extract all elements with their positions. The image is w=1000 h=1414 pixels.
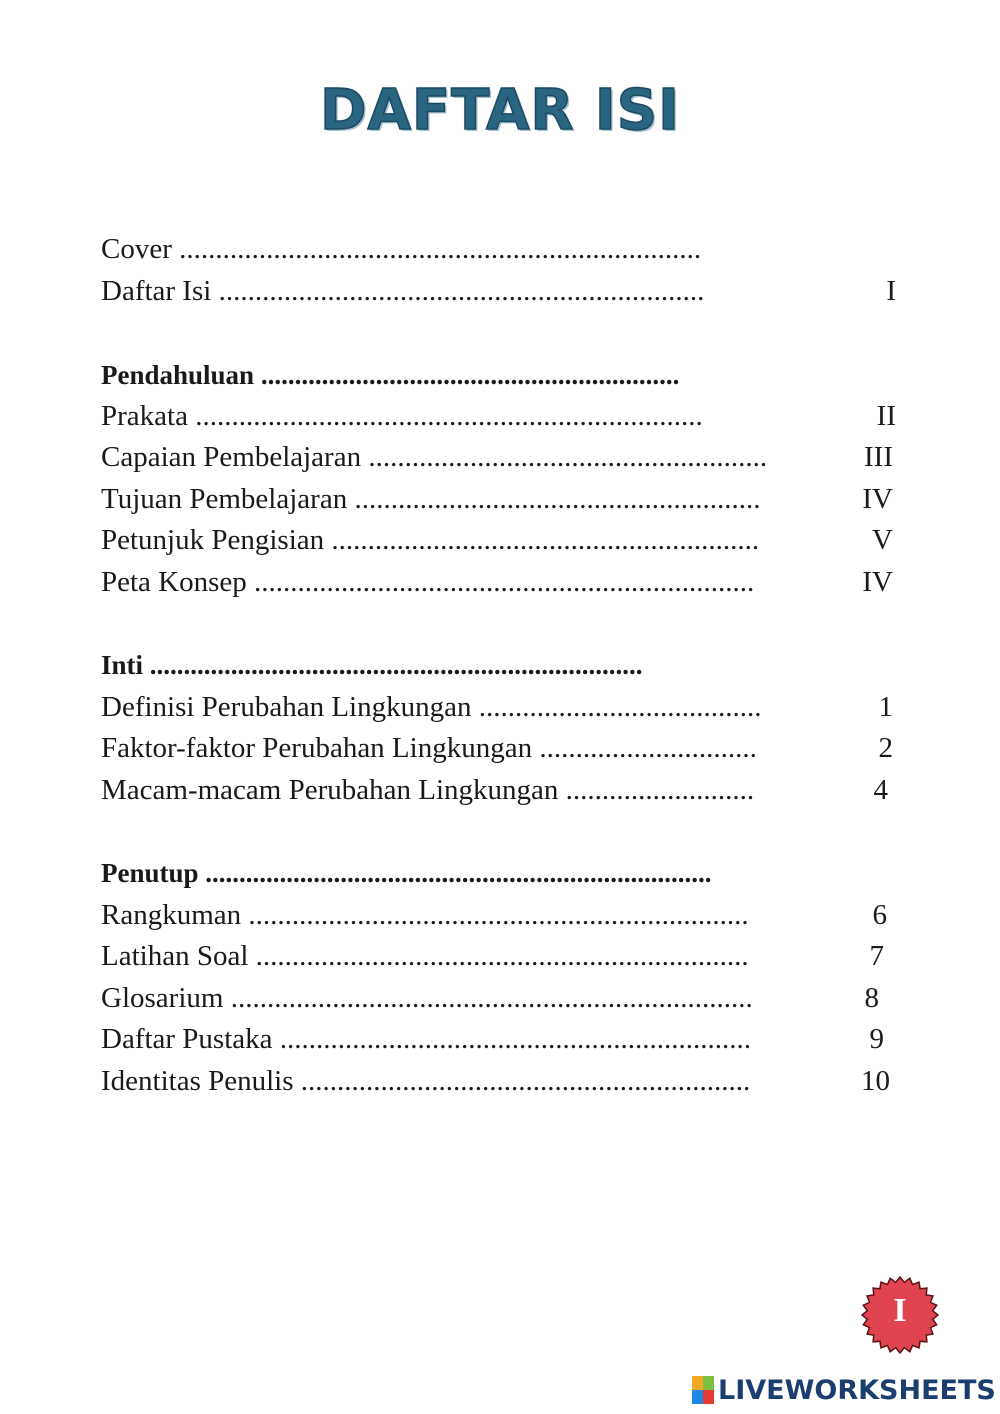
liveworksheets-logo-icon <box>692 1376 714 1404</box>
toc-entry-label: Peta Konsep <box>101 566 247 598</box>
toc-section-heading <box>101 356 901 394</box>
toc-entry-text <box>101 729 846 767</box>
toc-page-number: 6 <box>872 899 887 931</box>
toc-dot-leader: ..................................................................... <box>248 899 749 931</box>
toc-entry-label: Cover <box>101 233 172 265</box>
toc-dot-leader: .............................................................. <box>260 360 680 390</box>
toc-dot-leader: .................................................................... <box>255 940 749 972</box>
toc-entry-text <box>101 1062 841 1100</box>
toc-entry-label: Latihan Soal <box>101 940 249 972</box>
toc-dot-leader: ................................................................... <box>218 275 705 307</box>
toc-entry-label: Definisi Perubahan Lingkungan <box>101 691 472 723</box>
toc-page-number: 9 <box>869 1023 884 1055</box>
toc-page-number: 2 <box>878 732 893 764</box>
toc-entry-text <box>101 480 851 518</box>
toc-entry-label: Tujuan Pembelajaran <box>101 483 348 515</box>
toc-entry-label: Capaian Pembelajaran <box>101 441 362 473</box>
toc-entry <box>101 937 901 975</box>
toc-section-heading <box>101 854 901 892</box>
toc-entry-text <box>101 356 851 394</box>
toc-page-number: 4 <box>873 774 888 806</box>
toc-entry <box>101 771 901 809</box>
toc-entry <box>101 729 901 767</box>
toc-entry <box>101 979 901 1017</box>
toc-entry-label: Daftar Isi <box>101 275 212 307</box>
toc-entry-text <box>101 688 846 726</box>
toc-entry-text <box>101 521 846 559</box>
toc-page-number: IV <box>862 566 893 598</box>
toc-dot-leader: ......................................................................... <box>149 650 643 680</box>
toc-section-heading <box>101 646 901 684</box>
toc-entry-text <box>101 854 866 892</box>
toc-entry-text <box>101 937 841 975</box>
toc-page-number: 7 <box>869 940 884 972</box>
toc-entry-text <box>101 646 851 684</box>
toc-dot-leader: ....................................... <box>478 691 762 723</box>
toc-entry-label: Prakata <box>101 400 188 432</box>
toc-dot-leader: .............................. <box>539 732 757 764</box>
page-number: I <box>893 1292 907 1329</box>
toc-dot-leader: ..................................................................... <box>254 566 755 598</box>
toc-entry <box>101 521 901 559</box>
toc-entry <box>101 688 901 726</box>
toc-page-number: II <box>876 400 896 432</box>
toc-dot-leader: ........................................................... <box>331 524 760 556</box>
page-number-badge <box>861 1276 939 1354</box>
toc-entry <box>101 480 901 518</box>
toc-entry-label: Daftar Pustaka <box>101 1023 273 1055</box>
toc-entry-text <box>101 397 851 435</box>
toc-page-number: 8 <box>864 982 879 1014</box>
toc-entry-label: Faktor-faktor Perubahan Lingkungan <box>101 732 533 764</box>
page-title: DAFTAR ISI <box>320 78 680 143</box>
toc-entry-label: Macam-macam Perubahan Lingkungan <box>101 774 559 806</box>
toc-entry-text <box>101 230 876 268</box>
toc-entry-text <box>101 438 851 476</box>
toc-dot-leader: ....................................................... <box>368 441 768 473</box>
toc-dot-leader: ........................................................ <box>354 483 761 515</box>
toc-entry <box>101 230 901 268</box>
toc-entry-text <box>101 896 841 934</box>
toc-entry <box>101 438 901 476</box>
toc-dot-leader: ................................................................. <box>279 1023 752 1055</box>
toc-dot-leader: .............................................................. <box>300 1065 751 1097</box>
toc-entry-text <box>101 272 861 310</box>
toc-entry-label: Pendahuluan <box>101 360 255 390</box>
toc-page-number: 10 <box>861 1065 890 1097</box>
toc-entry-text <box>101 1020 841 1058</box>
toc-entry-text <box>101 563 846 601</box>
toc-entry <box>101 397 901 435</box>
brand-name: LIVEWORKSHEETS <box>718 1374 996 1406</box>
toc-dot-leader: ........................................................................ <box>179 233 702 265</box>
toc-entry-label: Identitas Penulis <box>101 1065 294 1097</box>
toc-dot-leader: ........................................................................ <box>230 982 753 1014</box>
toc-dot-leader: ........................................................................... <box>205 858 712 888</box>
toc-page-number: 1 <box>878 691 893 723</box>
toc-entry-text <box>101 979 836 1017</box>
toc-entry-label: Inti <box>101 650 144 680</box>
toc-page-number: I <box>886 275 896 307</box>
toc-entry-text <box>101 771 841 809</box>
toc-page-number: IV <box>862 483 893 515</box>
toc-entry-label: Petunjuk Pengisian <box>101 524 325 556</box>
toc-entry <box>101 563 901 601</box>
toc-entry-label: Glosarium <box>101 982 224 1014</box>
toc-dot-leader: ...................................................................... <box>195 400 703 432</box>
liveworksheets-brand <box>692 1372 996 1408</box>
toc-entry-label: Rangkuman <box>101 899 242 931</box>
toc-entry <box>101 1062 901 1100</box>
toc-dot-leader: .......................... <box>565 774 755 806</box>
toc-entry <box>101 896 901 934</box>
toc-entry <box>101 1020 901 1058</box>
toc-page-number: V <box>872 524 893 556</box>
toc-entry-label: Penutup <box>101 858 199 888</box>
toc-entry <box>101 272 901 310</box>
toc-page-number: III <box>864 441 893 473</box>
